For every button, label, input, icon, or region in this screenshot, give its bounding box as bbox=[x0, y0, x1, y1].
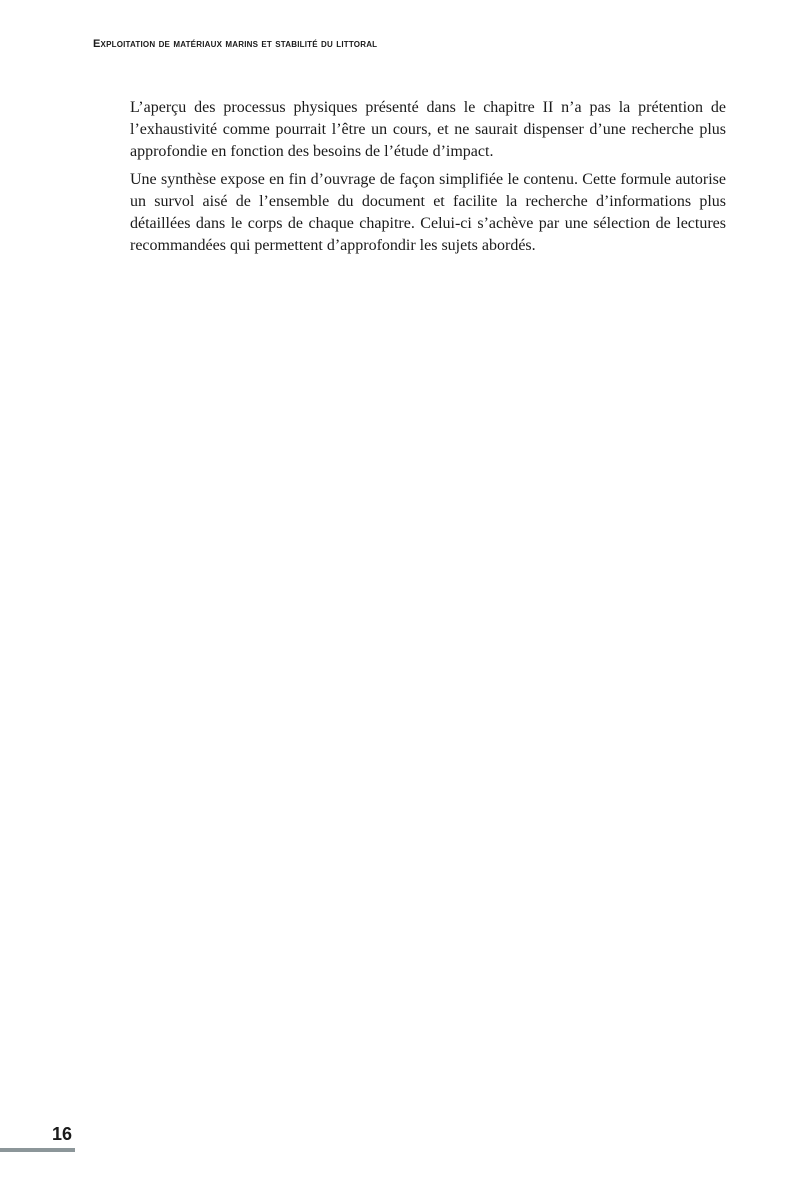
page-number: 16 bbox=[52, 1124, 73, 1144]
footer-rule bbox=[0, 1148, 75, 1152]
body-text bbox=[130, 97, 726, 263]
paragraph-2: Une synthèse expose en fin d’ouvrage de façon simplifiée le contenu. Cette formule autorise un survol aisé de l’ensemble du document et facilite la recherche d’informations plus détaillées dans le corps de chaque chapitre. Celui-ci s’achève par une sélection de lectures recommandées qui permettent d’approfondir les sujets abordés. bbox=[130, 171, 726, 254]
running-header: Exploitation de matériaux marins et stabilité du littoral bbox=[93, 38, 378, 50]
paragraph-1: L’aperçu des processus physiques présenté dans le chapitre II n’a pas la prétention de l’exhaustivité comme pourrait l’être un cours, et ne saurait dispenser d’une recherche plus approfondie en fonction des besoins de l’étude d’impact. bbox=[130, 99, 726, 160]
